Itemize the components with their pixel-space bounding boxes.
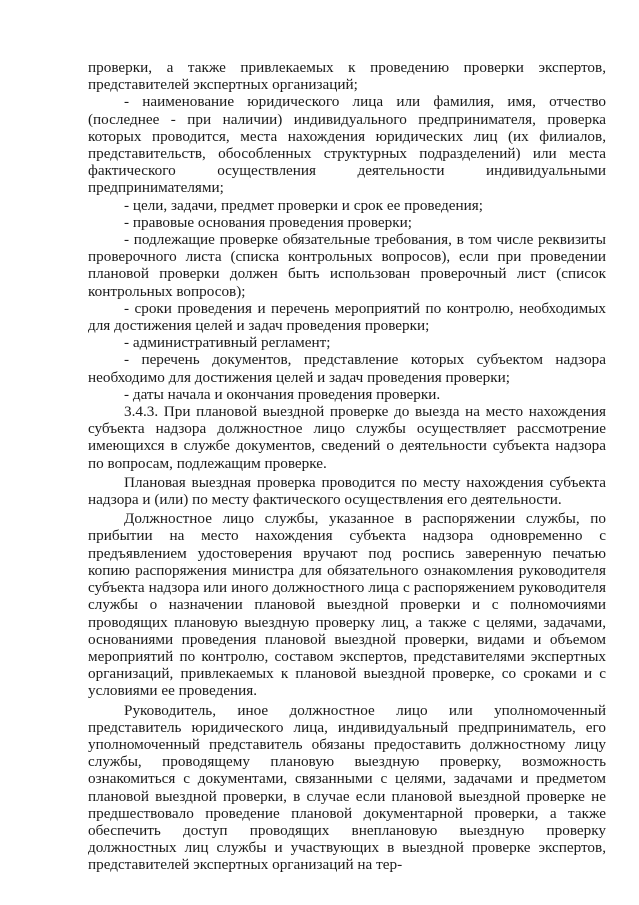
list-item-entity-name: - наименование юридического лица или фамилия, имя, отчество (последнее - при наличии) индивидуального предпринимателя, проверка которых проводится, места нахождения юридических лиц (их филиалов, представительств, обособленных структурных подразделений) или места фактического осуществления деятельности индивидуальными предпринимателями; (88, 93, 606, 197)
paragraph-official-arrival: Должностное лицо службы, указанное в распоряжении службы, по прибытии на место нахождения субъекта надзора одновременно с предъявлением удостоверения вручают под роспись заверенную печатью копию распоряжения министра для обязательного ознакомления руководителя субъекта надзора или иного должностного лица с распоряжением руководителя службы о назначении плановой выездной проверки и с полномочиями проводящих плановую выездную проверку лиц, а также с целями, задачами, основаниями проведения плановой выездной проверки, видами и объемом мероприятий по контролю, составом экспертов, представителями экспертных организаций, привлекаемых к плановой выездной проверке, со сроками и с условиями ее проведения. (88, 510, 606, 700)
list-item-documents: - перечень документов, представление которых субъектом надзора необходимо для достижения целей и задач проведения проверки; (88, 351, 606, 386)
list-item-terms: - сроки проведения и перечень мероприятий по контролю, необходимых для достижения целей и задач проведения проверки; (88, 299, 606, 335)
paragraph-head-obligations: Руководитель, иное должностное лицо или уполномоченный представитель юридического лица, индивидуальный предприниматель, его уполномоченный представитель обязаны предоставить должностному лицу службы, проводящему плановую выездную проверку, возможность ознакомиться с документами, связанными с целями, задачами и предметом плановой выездной проверки, в случае если плановой выездной проверке не предшествовало проведение плановой документарной проверки, а также обеспечить доступ проводящих внеплановую выездную проверку должностных лиц службы и участвующих в выездной проверке экспертов, представителей экспертных организаций на тер- (88, 701, 606, 874)
list-item-goals: - цели, задачи, предмет проверки и срок ее проведения; (124, 196, 483, 214)
list-item-regulation: - административный регламент; (124, 334, 331, 352)
list-item-dates: - даты начала и окончания проведения проверки. (124, 385, 441, 403)
paragraph-continuation: проверки, а также привлекаемых к проведению проверки экспертов, представителей экспертных организаций; (88, 59, 606, 94)
list-item-requirements: - подлежащие проверке обязательные требования, в том числе реквизиты проверочного листа (списка контрольных вопросов), если при проведении плановой проверки должен быть использован проверочный лист (список контрольных вопросов); (88, 231, 606, 300)
document-body (88, 59, 606, 874)
list-item-legal-grounds: - правовые основания проведения проверки; (124, 213, 412, 231)
paragraph-planned-inspection: Плановая выездная проверка проводится по месту нахождения субъекта надзора и (или) по месту фактического осуществления его деятельности. (88, 473, 606, 509)
paragraph-section-3-4-3: 3.4.3. При плановой выездной проверке до выезда на место нахождения субъекта надзора должностное лицо службы осуществляет рассмотрение имеющихся в службе документов, сведений о деятельности субъекта надзора по вопросам, подлежащим проверке. (88, 403, 606, 472)
